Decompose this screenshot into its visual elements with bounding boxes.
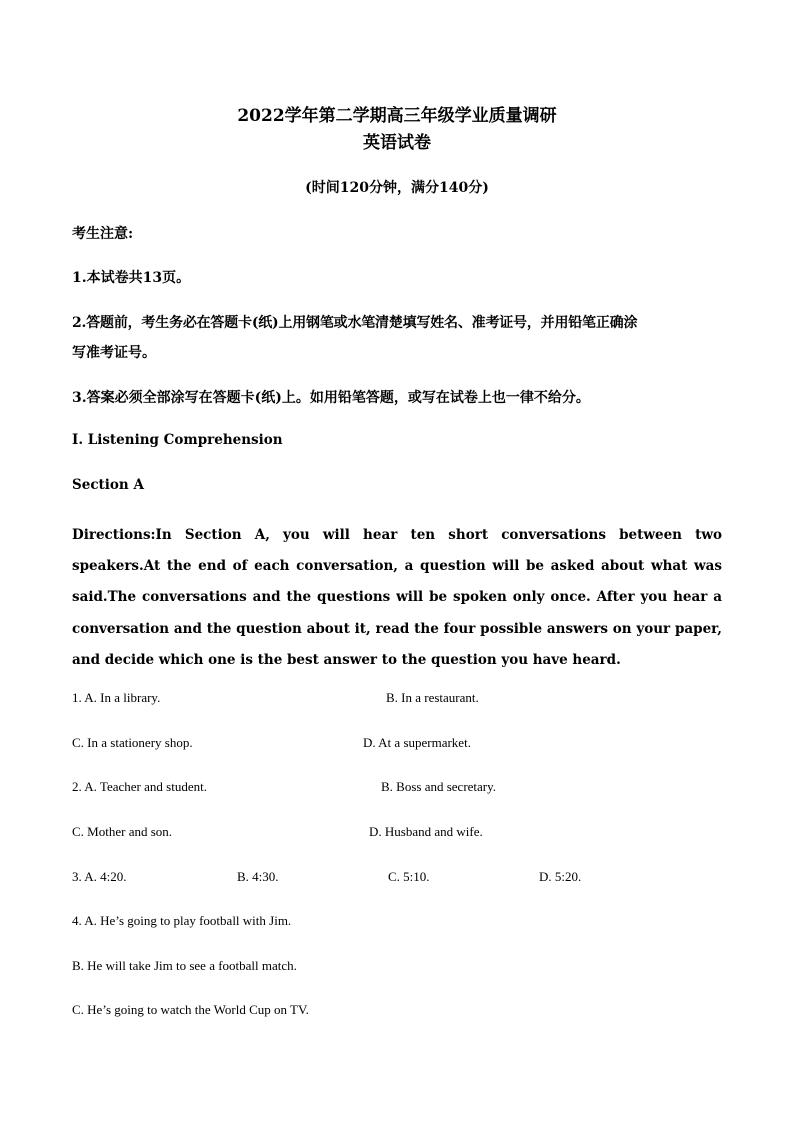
directions-paragraph: Directions:In Section A, you will hear ten short conversations between two speakers.At the end of each conversation, a question will be asked about what was said.The conversations and the questions will be spoken only once. After you hear a conversation and the question about it, read the four possible answers on your paper, and decide which one is the best answer to the question you have heard. bbox=[72, 527, 722, 668]
q2-option-a: 2. A. Teacher and student. bbox=[72, 779, 207, 794]
exam-title: 2022学年第二学期高三年级学业质量调研 bbox=[237, 106, 557, 126]
q2-option-d: D. Husband and wife. bbox=[369, 824, 483, 839]
part-heading: I. Listening Comprehension bbox=[72, 432, 283, 448]
q2-option-c: C. Mother and son. bbox=[72, 824, 173, 839]
q3-option-b: B. 4:30. bbox=[237, 869, 279, 884]
exam-subtitle: 英语试卷 bbox=[363, 133, 431, 153]
notice-heading: 考生注意: bbox=[72, 226, 134, 242]
q1-option-b: B. In a restaurant. bbox=[386, 690, 479, 705]
notice-item-2-line-2: 写准考证号。 bbox=[72, 345, 156, 361]
time-note: (时间120分钟，满分140分) bbox=[305, 180, 489, 196]
q2-option-b: B. Boss and secretary. bbox=[381, 779, 497, 794]
q4-option-b: B. He will take Jim to see a football match. bbox=[72, 958, 297, 973]
q1-option-a: 1. A. In a library. bbox=[72, 690, 161, 705]
q3-option-d: D. 5:20. bbox=[539, 869, 582, 884]
q4-option-a: 4. A. He’s going to play football with Jim. bbox=[72, 913, 292, 928]
q3-option-c: C. 5:10. bbox=[388, 869, 430, 884]
q4-option-c: C. He’s going to watch the World Cup on TV. bbox=[72, 1002, 309, 1017]
q1-option-c: C. In a stationery shop. bbox=[72, 735, 193, 750]
notice-item-3: 3.答案必须全部涂写在答题卡(纸)上。如用铅笔答题，或写在试卷上也一律不给分。 bbox=[72, 390, 590, 406]
q3-option-a: 3. A. 4:20. bbox=[72, 869, 127, 884]
notice-item-2-line-1: 2.答题前，考生务必在答题卡(纸)上用钢笔或水笔清楚填写姓名、准考证号，并用铅笔正确涂 bbox=[72, 315, 638, 331]
section-heading: Section A bbox=[72, 477, 144, 493]
notice-item-1: 1.本试卷共13页。 bbox=[72, 270, 191, 286]
q1-option-d: D. At a supermarket. bbox=[363, 735, 471, 750]
